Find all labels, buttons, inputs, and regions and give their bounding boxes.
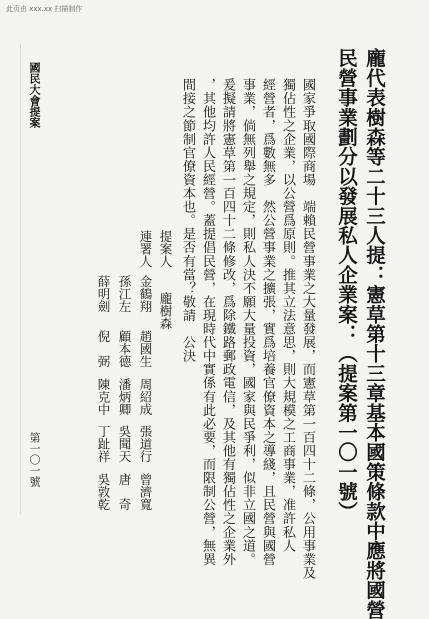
title-line-2: 民營事業劃分以發展私人企業案：（提案第一〇一號） <box>335 48 358 521</box>
body-line-3: 經營者，爲數無多 然公營事業之擴張，實爲培養官僚資本之導綫，且民營與國營 <box>260 78 275 566</box>
cosigner-name: 周紹成 <box>138 378 153 416</box>
cosigner-name: 顧本德 <box>117 330 132 368</box>
cosigner-name: 吳聞天 <box>117 425 132 463</box>
cosigner-name: 潘炳卿 <box>117 378 132 416</box>
page-number: 第一〇一號 <box>28 432 41 487</box>
cosigner-name: 金鶴翔 <box>138 275 153 313</box>
page-edge-shadow <box>20 44 21 514</box>
cosigner-name: 曾濟寬 <box>138 473 153 511</box>
cosigner-name: 倪 弼 <box>96 330 111 368</box>
cosigners-label: 連署人 <box>138 230 153 268</box>
body-line-6: ，其他均許人民經營。蓋提倡民營，在現時代中實係有此必要，而限制公營，無異 <box>200 78 215 566</box>
body-line-5: 爰擬請將憲草第一百四十二條修改，爲除鐵路郵政電信，及其他有獨佔性之企業外 <box>220 78 235 566</box>
cosigner-name: 張道行 <box>138 425 153 463</box>
proposer-name: 龐樹森 <box>158 292 173 330</box>
cosigner-name: 薛明劍 <box>96 275 111 313</box>
cosigner-name: 孫江左 <box>117 275 132 313</box>
body-line-2: 獨佔性之企業，以公營爲原則。推其立法意思，則大規模之工商事業，准許私人 <box>280 78 295 553</box>
scan-watermark: 此页由 xxx.xx 扫描制作 <box>6 5 83 13</box>
body-line-7: 間接之節制官僚資本也。是否有當？敬請 公決 <box>180 78 195 363</box>
body-line-1: 國家爭取國際商場 端賴民營事業之大量發展，而憲草第一百四十二條，公用事業及 <box>300 78 315 580</box>
cosigner-name: 趙國生 <box>138 330 153 368</box>
cosigner-name: 吳敦乾 <box>96 473 111 511</box>
title-line-1: 龐代表樹森等二十三人提：憲草第十三章基本國策條款中應將國營 <box>363 48 386 619</box>
cosigner-name: 丁趾祥 <box>96 425 111 463</box>
proposer-label: 提案人 <box>158 230 173 268</box>
body-line-4: 事業，倘無列舉之規定，則私人決不願大量投資，國家與民爭利，似非立國之道。 <box>240 78 255 566</box>
cosigner-name: 陳克中 <box>96 378 111 416</box>
margin-header: 國民大會提案 <box>28 62 41 128</box>
cosigner-name: 唐 奇 <box>117 473 132 511</box>
